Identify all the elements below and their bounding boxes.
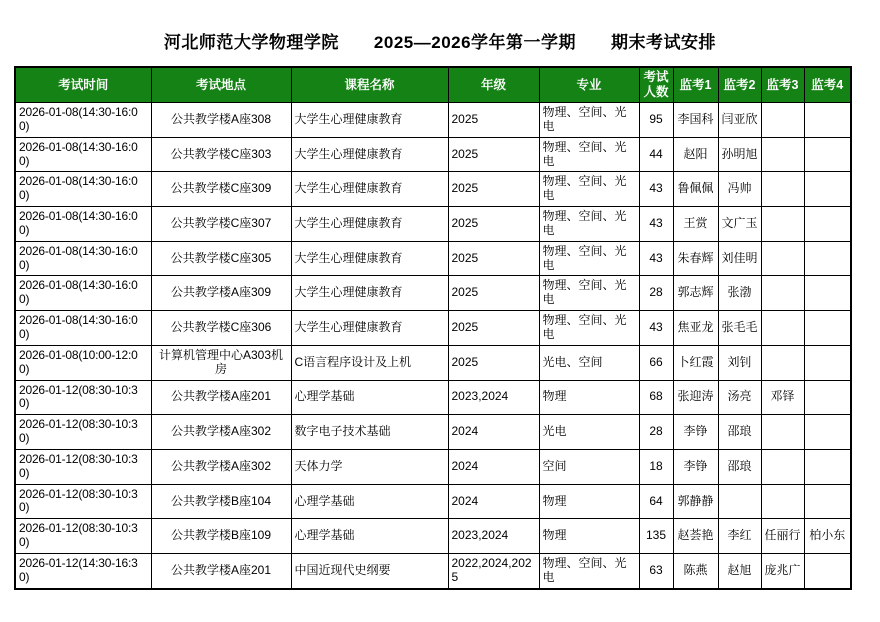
cell-proctor2: 邵琅	[718, 449, 761, 484]
cell-time: 2026-01-08(14:30-16:00)	[15, 241, 151, 276]
cell-course: C语言程序设计及上机	[291, 345, 448, 380]
cell-proctor4	[804, 172, 851, 207]
cell-proctor4	[804, 103, 851, 138]
header-grade: 年级	[448, 67, 539, 103]
cell-grade: 2022,2024,2025	[448, 553, 539, 588]
cell-location: 计算机管理中心A303机房	[151, 345, 291, 380]
header-exam-time: 考试时间	[15, 67, 151, 103]
cell-proctor4	[804, 241, 851, 276]
cell-proctor2: 冯帅	[718, 172, 761, 207]
cell-proctor4	[804, 276, 851, 311]
cell-proctor2: 刘钊	[718, 345, 761, 380]
header-proctor-3: 监考3	[761, 67, 804, 103]
cell-count: 43	[639, 172, 673, 207]
header-proctor-2: 监考2	[718, 67, 761, 103]
cell-proctor3	[761, 449, 804, 484]
cell-proctor3: 邓铎	[761, 380, 804, 415]
cell-grade: 2025	[448, 241, 539, 276]
cell-grade: 2023,2024	[448, 380, 539, 415]
cell-count: 95	[639, 103, 673, 138]
cell-time: 2026-01-08(14:30-16:00)	[15, 311, 151, 346]
header-major: 专业	[539, 67, 639, 103]
cell-major: 光电	[539, 415, 639, 450]
cell-proctor2: 邵琅	[718, 415, 761, 450]
cell-course: 大学生心理健康教育	[291, 241, 448, 276]
header-student-count: 考试人数	[639, 67, 673, 103]
cell-proctor1: 王赏	[673, 207, 718, 242]
page-title: 河北师范大学物理学院 2025—2026学年第一学期 期末考试安排	[163, 33, 717, 52]
cell-proctor3	[761, 137, 804, 172]
cell-proctor2: 闫亚欣	[718, 103, 761, 138]
cell-location: 公共教学楼C座306	[151, 311, 291, 346]
cell-location: 公共教学楼C座303	[151, 137, 291, 172]
cell-grade: 2025	[448, 207, 539, 242]
cell-grade: 2023,2024	[448, 519, 539, 554]
cell-proctor3	[761, 172, 804, 207]
cell-location: 公共教学楼C座309	[151, 172, 291, 207]
cell-count: 28	[639, 276, 673, 311]
cell-major: 物理、空间、光电	[539, 207, 639, 242]
cell-count: 18	[639, 449, 673, 484]
table-row	[15, 276, 851, 311]
cell-course: 心理学基础	[291, 380, 448, 415]
header-proctor-4: 监考4	[804, 67, 851, 103]
cell-proctor3: 庞兆广	[761, 553, 804, 588]
cell-grade: 2025	[448, 172, 539, 207]
cell-major: 物理、空间、光电	[539, 103, 639, 138]
cell-proctor3	[761, 241, 804, 276]
cell-proctor4	[804, 484, 851, 519]
cell-time: 2026-01-12(08:30-10:30)	[15, 519, 151, 554]
cell-proctor1: 焦亚龙	[673, 311, 718, 346]
cell-location: 公共教学楼A座308	[151, 103, 291, 138]
cell-location: 公共教学楼B座109	[151, 519, 291, 554]
cell-major: 物理、空间、光电	[539, 137, 639, 172]
cell-proctor2: 汤亮	[718, 380, 761, 415]
cell-time: 2026-01-08(14:30-16:00)	[15, 172, 151, 207]
cell-proctor1: 陈燕	[673, 553, 718, 588]
cell-course: 大学生心理健康教育	[291, 276, 448, 311]
cell-time: 2026-01-12(14:30-16:30)	[15, 553, 151, 588]
cell-course: 心理学基础	[291, 519, 448, 554]
table-row	[15, 103, 851, 138]
cell-course: 心理学基础	[291, 484, 448, 519]
cell-location: 公共教学楼A座201	[151, 553, 291, 588]
cell-course: 大学生心理健康教育	[291, 311, 448, 346]
cell-time: 2026-01-12(08:30-10:30)	[15, 484, 151, 519]
cell-major: 物理	[539, 380, 639, 415]
cell-major: 物理	[539, 484, 639, 519]
cell-location: 公共教学楼A座309	[151, 276, 291, 311]
cell-location: 公共教学楼A座302	[151, 449, 291, 484]
cell-proctor4	[804, 449, 851, 484]
cell-course: 数字电子技术基础	[291, 415, 448, 450]
cell-proctor1: 李铮	[673, 449, 718, 484]
cell-location: 公共教学楼C座307	[151, 207, 291, 242]
cell-course: 大学生心理健康教育	[291, 103, 448, 138]
cell-proctor4	[804, 380, 851, 415]
table-row	[15, 553, 851, 588]
cell-proctor4	[804, 137, 851, 172]
cell-grade: 2024	[448, 484, 539, 519]
cell-count: 28	[639, 415, 673, 450]
cell-count: 44	[639, 137, 673, 172]
cell-time: 2026-01-08(14:30-16:00)	[15, 103, 151, 138]
cell-proctor3: 任丽行	[761, 519, 804, 554]
table-header-row	[15, 67, 851, 103]
cell-count: 43	[639, 207, 673, 242]
cell-grade: 2024	[448, 449, 539, 484]
header-course-name: 课程名称	[291, 67, 448, 103]
cell-proctor3	[761, 415, 804, 450]
cell-proctor1: 张迎涛	[673, 380, 718, 415]
table-row	[15, 519, 851, 554]
cell-major: 物理、空间、光电	[539, 172, 639, 207]
cell-grade: 2025	[448, 103, 539, 138]
cell-course: 大学生心理健康教育	[291, 172, 448, 207]
cell-count: 66	[639, 345, 673, 380]
cell-proctor2: 文广玉	[718, 207, 761, 242]
table-row	[15, 484, 851, 519]
cell-count: 135	[639, 519, 673, 554]
cell-proctor1: 赵荟艳	[673, 519, 718, 554]
cell-proctor2: 赵旭	[718, 553, 761, 588]
cell-time: 2026-01-08(14:30-16:00)	[15, 207, 151, 242]
cell-course: 中国近现代史纲要	[291, 553, 448, 588]
cell-major: 空间	[539, 449, 639, 484]
cell-major: 光电、空间	[539, 345, 639, 380]
table-row	[15, 415, 851, 450]
cell-course: 大学生心理健康教育	[291, 207, 448, 242]
cell-proctor1: 朱春辉	[673, 241, 718, 276]
table-row	[15, 449, 851, 484]
cell-proctor1: 郭静静	[673, 484, 718, 519]
cell-time: 2026-01-08(10:00-12:00)	[15, 345, 151, 380]
cell-proctor1: 卜红霞	[673, 345, 718, 380]
cell-count: 63	[639, 553, 673, 588]
header-exam-location: 考试地点	[151, 67, 291, 103]
cell-count: 43	[639, 311, 673, 346]
cell-time: 2026-01-08(14:30-16:00)	[15, 276, 151, 311]
table-row	[15, 172, 851, 207]
cell-major: 物理、空间、光电	[539, 553, 639, 588]
cell-major: 物理、空间、光电	[539, 276, 639, 311]
cell-grade: 2025	[448, 345, 539, 380]
cell-proctor3	[761, 276, 804, 311]
cell-proctor4	[804, 553, 851, 588]
cell-proctor4	[804, 311, 851, 346]
cell-time: 2026-01-12(08:30-10:30)	[15, 415, 151, 450]
cell-proctor2: 刘佳明	[718, 241, 761, 276]
table-row	[15, 380, 851, 415]
cell-count: 43	[639, 241, 673, 276]
cell-proctor1: 李铮	[673, 415, 718, 450]
cell-proctor2: 张渤	[718, 276, 761, 311]
cell-location: 公共教学楼C座305	[151, 241, 291, 276]
cell-major: 物理、空间、光电	[539, 311, 639, 346]
cell-proctor4: 柏小东	[804, 519, 851, 554]
cell-proctor4	[804, 207, 851, 242]
table-row	[15, 311, 851, 346]
cell-proctor3	[761, 103, 804, 138]
table-row	[15, 137, 851, 172]
cell-proctor1: 赵阳	[673, 137, 718, 172]
cell-time: 2026-01-08(14:30-16:00)	[15, 137, 151, 172]
cell-course: 大学生心理健康教育	[291, 137, 448, 172]
cell-location: 公共教学楼A座201	[151, 380, 291, 415]
cell-time: 2026-01-12(08:30-10:30)	[15, 449, 151, 484]
cell-course: 天体力学	[291, 449, 448, 484]
cell-major: 物理、空间、光电	[539, 241, 639, 276]
table-row	[15, 241, 851, 276]
cell-proctor2	[718, 484, 761, 519]
cell-major: 物理	[539, 519, 639, 554]
header-proctor-1: 监考1	[673, 67, 718, 103]
cell-location: 公共教学楼A座302	[151, 415, 291, 450]
cell-proctor1: 郭志辉	[673, 276, 718, 311]
cell-proctor2: 李红	[718, 519, 761, 554]
cell-proctor2: 孙明旭	[718, 137, 761, 172]
cell-proctor3	[761, 345, 804, 380]
cell-proctor3	[761, 207, 804, 242]
table-row	[15, 207, 851, 242]
cell-grade: 2025	[448, 137, 539, 172]
cell-proctor4	[804, 415, 851, 450]
cell-location: 公共教学楼B座104	[151, 484, 291, 519]
table-row	[15, 345, 851, 380]
table-body	[15, 103, 851, 589]
cell-grade: 2025	[448, 276, 539, 311]
cell-proctor1: 李国科	[673, 103, 718, 138]
cell-proctor3	[761, 484, 804, 519]
exam-schedule-table	[14, 66, 852, 590]
cell-proctor4	[804, 345, 851, 380]
cell-proctor2: 张毛毛	[718, 311, 761, 346]
cell-proctor3	[761, 311, 804, 346]
cell-count: 68	[639, 380, 673, 415]
cell-count: 64	[639, 484, 673, 519]
cell-grade: 2025	[448, 311, 539, 346]
cell-grade: 2024	[448, 415, 539, 450]
cell-proctor1: 鲁佩佩	[673, 172, 718, 207]
cell-time: 2026-01-12(08:30-10:30)	[15, 380, 151, 415]
